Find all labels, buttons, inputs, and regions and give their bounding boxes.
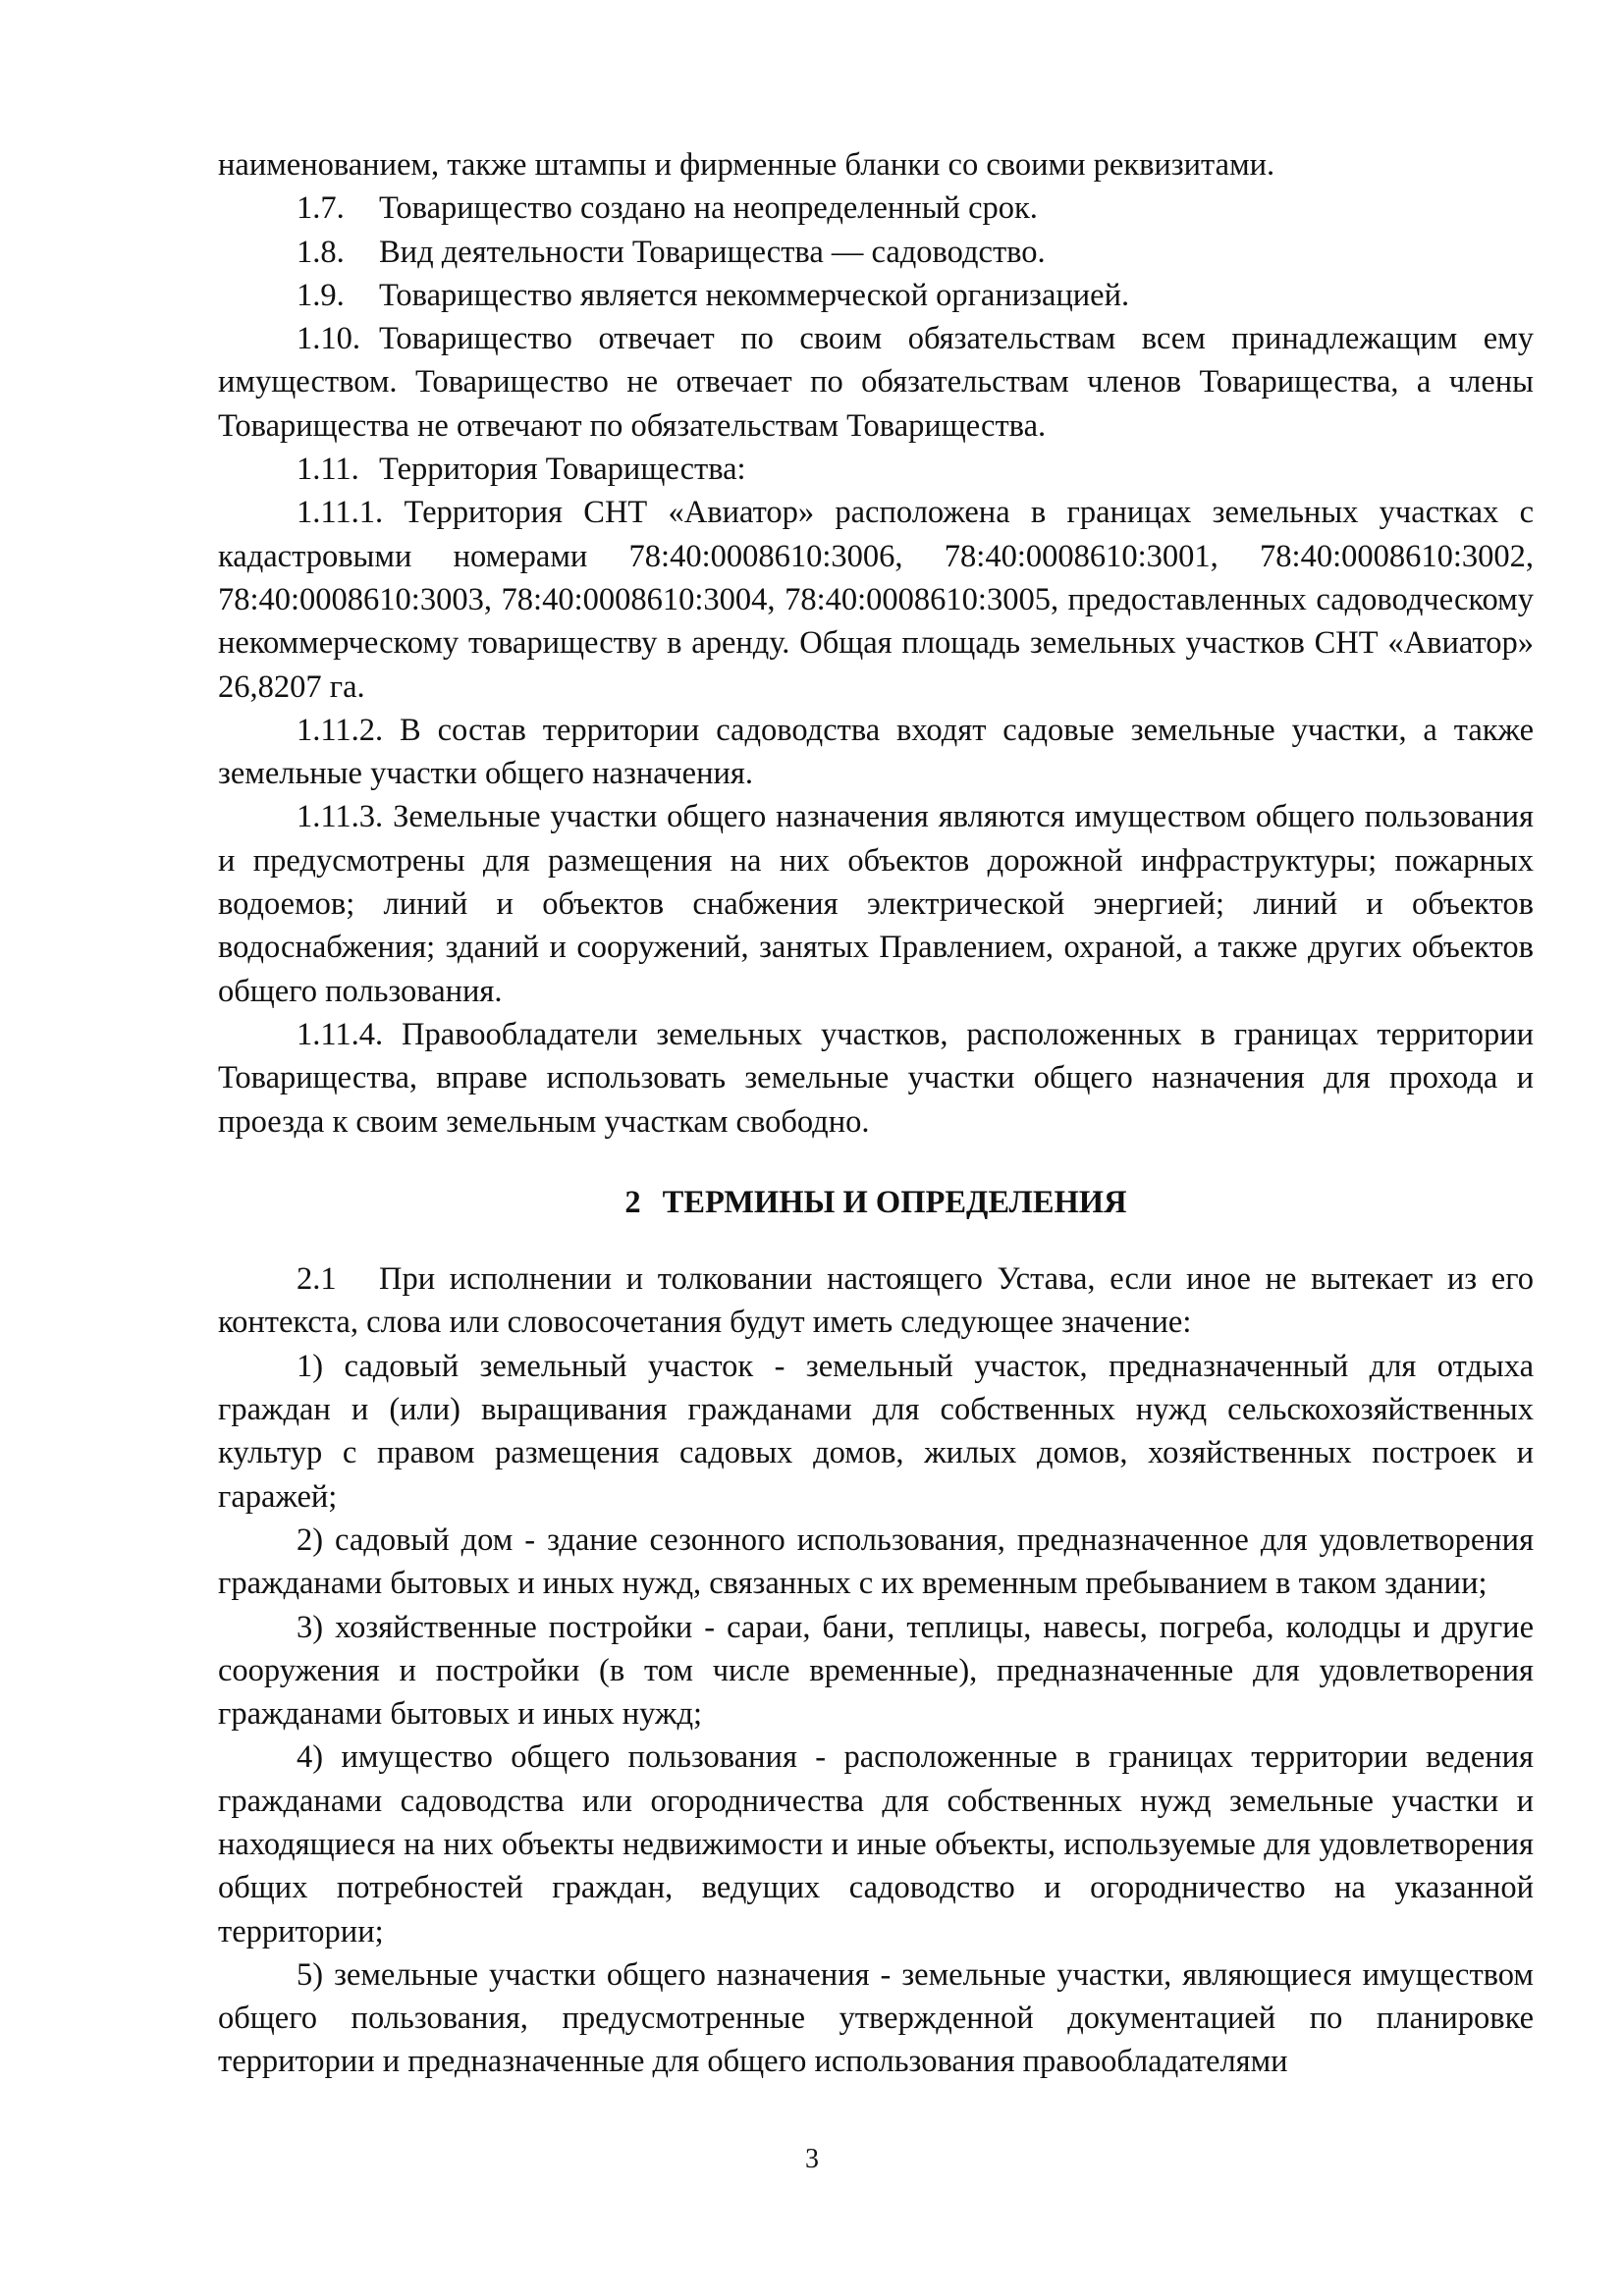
paragraph-text: Товарищество является некоммерческой организацией. xyxy=(379,277,1130,313)
paragraph-1-9 xyxy=(218,274,1534,317)
document-body xyxy=(218,143,1534,2084)
paragraph-number: 1.11.3. xyxy=(297,799,384,835)
paragraph-1-8 xyxy=(218,231,1534,274)
paragraph-number: 1.10. xyxy=(297,321,360,357)
item-number: 5) xyxy=(297,1956,324,1993)
paragraph-1-11-2 xyxy=(218,709,1534,796)
definition-item-4 xyxy=(218,1735,1534,1952)
paragraph-number: 1.11.4. xyxy=(297,1016,384,1052)
paragraph-number: 1.11.1. xyxy=(297,495,384,531)
section-heading xyxy=(218,1181,1534,1224)
paragraph-number: 1.7. xyxy=(297,190,345,227)
paragraph-number: 1.8. xyxy=(297,234,345,270)
definition-item-2 xyxy=(218,1519,1534,1606)
paragraph-text: В состав территории садоводства входят садовые земельные участки, а также земельные участки общего назначения. xyxy=(218,712,1534,792)
page-number: 3 xyxy=(805,2144,819,2174)
definition-item-5 xyxy=(218,1953,1534,2084)
paragraph-text: Земельные участки общего назначения являются имуществом общего пользования и предусмотрены для размещения на них объектов дорожной инфраструктуры; пожарных водоемов; линий и объектов снабжения электрической энергией; линий и объектов водоснабжения; зданий и сооружений, занятых Правлением, охраной, а также других объектов общего пользования. xyxy=(218,799,1535,1009)
paragraph-number: 1.9. xyxy=(297,277,345,313)
item-text: имущество общего пользования - расположенные в границах территории ведения гражданами садоводства или огородничества для собственных нужд земельные участки и находящиеся на них объекты недвижимости и иные объекты, используемые для удовлетворения общих потребностей граждан, ведущих садоводство и огородничество на указанной территории; xyxy=(218,1739,1534,1949)
item-text: садовый дом - здание сезонного использования, предназначенное для удовлетворения гражданами бытовых и иных нужд, связанных с их временным пребыванием в таком здании; xyxy=(218,1522,1535,1602)
paragraph-number: 2.1 xyxy=(297,1261,337,1298)
paragraph-1-11-1 xyxy=(218,491,1534,708)
paragraph-text: Вид деятельности Товарищества — садоводство. xyxy=(379,234,1046,270)
definition-item-3 xyxy=(218,1606,1534,1736)
item-number: 4) xyxy=(297,1739,324,1776)
paragraph-1-11-4 xyxy=(218,1013,1534,1144)
definition-item-1 xyxy=(218,1345,1534,1519)
paragraph-text: Правообладатели земельных участков, расположенных в границах территории Товарищества, вправе использовать земельные участки общего назначения для прохода и проезда к своим земельным участкам свободно. xyxy=(218,1016,1535,1140)
section-title: ТЕРМИНЫ И ОПРЕДЕЛЕНИЯ xyxy=(662,1184,1127,1220)
paragraph-number: 1.11. xyxy=(297,452,359,488)
paragraph-text: Товарищество создано на неопределенный срок. xyxy=(379,190,1038,227)
paragraph-number: 1.11.2. xyxy=(297,712,384,748)
paragraph-text: При исполнении и толковании настоящего Устава, если иное не вытекает из его контекста, слова или словосочетания будут иметь следующее значение: xyxy=(218,1261,1534,1341)
section-number: 2 xyxy=(624,1184,641,1220)
paragraph-text: Территория Товарищества: xyxy=(379,452,746,488)
paragraph-2-1 xyxy=(218,1257,1534,1345)
paragraph-text: Товарищество отвечает по своим обязательствам всем принадлежащим ему имуществом. Товарищество не отвечает по обязательствам членов Товарищества, а члены Товарищества не отвечают по обязательствам Товарищества. xyxy=(218,321,1534,444)
item-text: садовый земельный участок - земельный участок, предназначенный для отдыха граждан и (или) выращивания гражданами для собственных нужд сельскохозяйственных культур с правом размещения садовых домов, жилых домов, хозяйственных построек и гаражей; xyxy=(218,1348,1535,1515)
paragraph-1-11-3 xyxy=(218,795,1534,1012)
item-number: 2) xyxy=(297,1522,324,1558)
item-text: земельные участки общего назначения - земельные участки, являющиеся имуществом общего пользования, предусмотренные утвержденной документацией по планировке территории и предназначенные для общего использования правообладателями xyxy=(218,1956,1534,2080)
paragraph-1-7 xyxy=(218,187,1534,230)
item-text: хозяйственные постройки - сараи, бани, теплицы, навесы, погреба, колодцы и другие сооружения и постройки (в том числе временные), предназначенные для удовлетворения гражданами бытовых и иных нужд; xyxy=(218,1609,1534,1733)
paragraph-1-11 xyxy=(218,448,1534,491)
paragraph-text: Территория СНТ «Авиатор» расположена в границах земельных участках с кадастровыми номерами 78:40:0008610:3006, 78:40:0008610:3001, 78:40:0008610:3002, 78:40:0008610:3003, 78:40:0008610:3004, 78:40:0008610:3005, предоставленных садоводческому некоммерческому товариществу в аренду. Общая площадь земельных участков СНТ «Авиатор» 26,8207 га. xyxy=(218,495,1534,705)
item-number: 1) xyxy=(297,1348,324,1384)
paragraph-1-10 xyxy=(218,317,1534,448)
paragraph-continuation: наименованием, также штампы и фирменные бланки со своими реквизитами. xyxy=(218,147,1275,183)
item-number: 3) xyxy=(297,1609,324,1645)
